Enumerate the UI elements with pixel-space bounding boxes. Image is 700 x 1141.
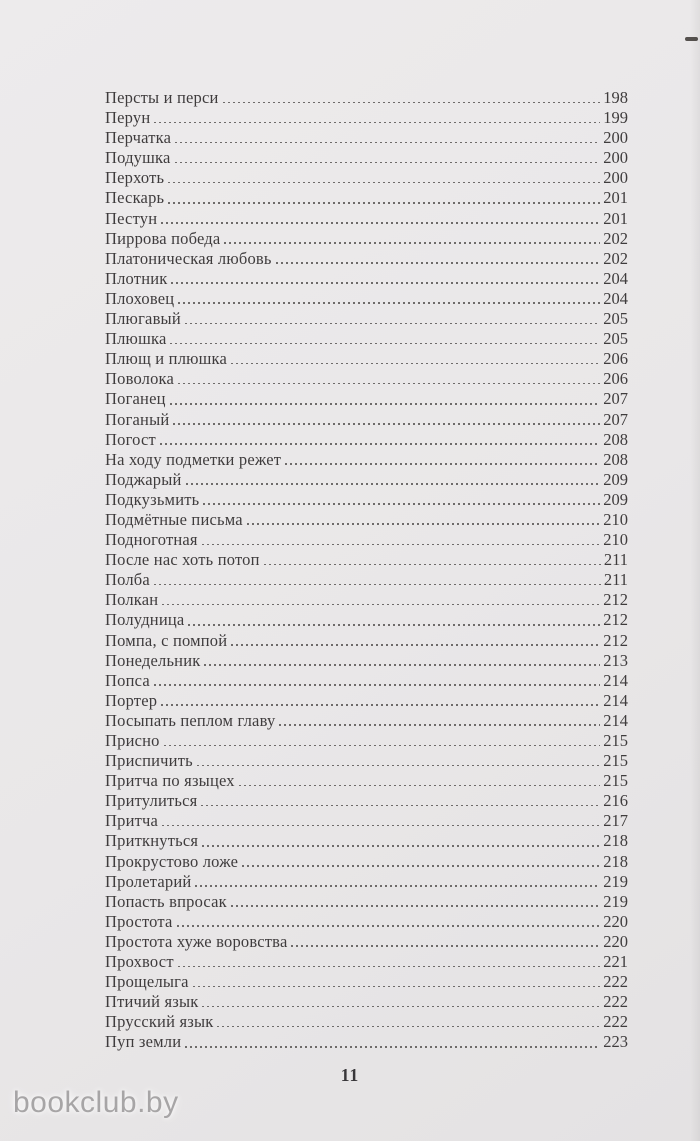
- toc-entry: [105, 289, 628, 309]
- toc-entry-title: Пуп земли: [105, 1032, 182, 1052]
- toc-entry-title: Полкан: [105, 590, 159, 610]
- toc-entry-page-number: 222: [603, 1012, 628, 1032]
- toc-entry-title: Пестун: [105, 208, 158, 228]
- toc-entry-page-number: 204: [603, 288, 628, 308]
- toc-entry-title: Подноготная: [105, 530, 198, 550]
- toc-entry-title: Плюгавый: [105, 309, 181, 329]
- toc-entry: [105, 1012, 628, 1032]
- toc-entry: [105, 1032, 628, 1052]
- toc-entry-title: Притча: [105, 811, 159, 831]
- toc-entry-page-number: 202: [603, 228, 628, 248]
- toc-entry: [105, 811, 628, 831]
- dot-leader: [186, 483, 601, 485]
- toc-entry-page-number: 211: [603, 570, 628, 590]
- toc-entry: [105, 590, 628, 610]
- dot-leader: [264, 564, 601, 566]
- dot-leader: [242, 865, 600, 867]
- toc-entry: [105, 691, 628, 711]
- toc-entry-page-number: 220: [603, 931, 628, 951]
- dot-leader: [188, 624, 600, 626]
- toc-entry-page-number: 214: [603, 710, 628, 730]
- toc-entry-title: Плющ и плюшка: [105, 349, 228, 369]
- toc-entry: [105, 108, 628, 128]
- dot-leader: [178, 383, 600, 385]
- dot-leader: [168, 202, 600, 204]
- toc-entry: [105, 269, 628, 289]
- toc-entry-page-number: 200: [603, 168, 628, 188]
- dot-leader: [161, 704, 600, 706]
- watermark: bookclub.by: [13, 1086, 179, 1119]
- dot-leader: [170, 403, 601, 405]
- toc-entry-title: Поганый: [105, 409, 170, 429]
- dot-leader: [202, 845, 600, 847]
- toc-entry-title: Пиррова победа: [105, 228, 221, 248]
- dot-leader: [224, 242, 600, 244]
- dot-leader: [161, 222, 600, 224]
- toc-entry-title: Плотник: [105, 268, 168, 288]
- dot-leader: [171, 282, 600, 284]
- toc-entry-page-number: 219: [603, 871, 628, 891]
- toc-entry-title: Перун: [105, 108, 151, 128]
- toc-entry: [105, 751, 628, 771]
- toc-entry-page-number: 205: [603, 329, 628, 349]
- toc-entry-page-number: 220: [603, 911, 628, 931]
- toc-entry: [105, 229, 628, 249]
- toc-entry-title: Подушка: [105, 148, 171, 168]
- dot-leader: [170, 343, 600, 345]
- toc-entry: [105, 450, 628, 470]
- dot-leader: [164, 745, 601, 747]
- toc-entry-page-number: 207: [603, 409, 628, 429]
- dot-leader: [197, 765, 600, 767]
- table-of-contents: [105, 88, 628, 1053]
- toc-entry-page-number: 205: [603, 309, 628, 329]
- toc-entry-page-number: 222: [603, 992, 628, 1012]
- toc-entry: [105, 249, 628, 269]
- dot-leader: [162, 825, 600, 827]
- toc-entry-page-number: 210: [603, 530, 628, 550]
- toc-entry-page-number: 200: [603, 148, 628, 168]
- toc-entry: [105, 972, 628, 992]
- dot-leader: [291, 945, 600, 947]
- toc-entry-title: Прокрустово ложе: [105, 851, 239, 871]
- toc-entry: [105, 470, 628, 490]
- toc-entry: [105, 490, 628, 510]
- toc-entry: [105, 389, 628, 409]
- page-number: 11: [340, 1065, 360, 1085]
- toc-entry: [105, 852, 628, 872]
- dot-leader: [203, 503, 600, 505]
- toc-entry-title: Подмётные письма: [105, 509, 243, 529]
- toc-entry-title: Поганец: [105, 389, 166, 409]
- toc-entry: [105, 912, 628, 932]
- toc-entry-title: Прусский язык: [105, 1012, 214, 1032]
- toc-entry-title: Попасть впросак: [105, 891, 227, 911]
- dot-leader: [202, 1006, 600, 1008]
- toc-entry: [105, 671, 628, 691]
- toc-entry-page-number: 211: [603, 550, 628, 570]
- toc-entry-title: Птичий язык: [105, 992, 199, 1012]
- toc-entry-page-number: 216: [603, 791, 628, 811]
- dot-leader: [154, 584, 601, 586]
- toc-entry-title: Присно: [105, 731, 160, 750]
- dot-leader: [223, 102, 601, 104]
- toc-entry: [105, 992, 628, 1012]
- toc-entry-title: Понедельник: [105, 650, 201, 670]
- toc-entry-page-number: 213: [603, 650, 628, 670]
- toc-entry: [105, 791, 628, 811]
- toc-entry-page-number: 208: [603, 449, 628, 469]
- toc-entry: [105, 128, 628, 148]
- dot-leader: [178, 966, 601, 968]
- toc-entry: [105, 711, 628, 731]
- toc-entry: [105, 309, 628, 329]
- toc-entry-title: Приспичить: [105, 751, 193, 771]
- dot-leader: [168, 182, 600, 184]
- toc-entry: [105, 349, 628, 369]
- toc-entry-title: Подкузьмить: [105, 489, 200, 509]
- toc-entry-title: Помпа, с помпой: [105, 630, 228, 650]
- toc-entry-title: Притча по языцех: [105, 771, 235, 791]
- dot-leader: [173, 423, 600, 425]
- toc-entry-title: Плюшка: [105, 329, 167, 349]
- dot-leader: [231, 644, 600, 646]
- toc-entry-page-number: 201: [603, 188, 628, 208]
- toc-entry-title: Прохвост: [105, 952, 174, 972]
- toc-entry: [105, 831, 628, 851]
- toc-entry-title: Полба: [105, 570, 150, 590]
- toc-entry-page-number: 206: [603, 349, 628, 369]
- toc-entry: [105, 892, 628, 912]
- toc-entry-page-number: 200: [603, 128, 628, 148]
- toc-entry-title: Платоническая любовь: [105, 248, 272, 268]
- toc-entry-page-number: 198: [603, 88, 628, 107]
- toc-entry: [105, 570, 628, 590]
- toc-entry-page-number: 215: [603, 731, 628, 750]
- dot-leader: [247, 523, 600, 525]
- dot-leader: [185, 1046, 600, 1048]
- toc-entry-page-number: 215: [603, 751, 628, 771]
- toc-entry-page-number: 218: [603, 831, 628, 851]
- toc-entry-title: Поволока: [105, 369, 175, 389]
- dot-leader: [154, 684, 600, 686]
- toc-entry: [105, 932, 628, 952]
- toc-entry: [105, 168, 628, 188]
- toc-entry-title: Простота хуже воровства: [105, 931, 288, 951]
- toc-entry-page-number: 210: [603, 509, 628, 529]
- toc-entry-page-number: 212: [603, 630, 628, 650]
- dot-leader: [239, 785, 601, 787]
- toc-entry: [105, 651, 628, 671]
- dot-leader: [162, 604, 600, 606]
- toc-entry-page-number: 204: [603, 268, 628, 288]
- toc-entry-page-number: 212: [603, 610, 628, 630]
- toc-entry-title: Простота: [105, 911, 173, 931]
- dot-leader: [231, 905, 600, 907]
- toc-entry-title: Плоховец: [105, 288, 175, 308]
- dot-leader: [279, 724, 600, 726]
- dot-leader: [193, 986, 601, 988]
- toc-entry-title: Портер: [105, 690, 158, 710]
- toc-entry-title: Погост: [105, 429, 156, 449]
- dot-leader: [231, 363, 600, 365]
- dot-leader: [202, 544, 601, 546]
- toc-entry-page-number: 209: [603, 469, 628, 489]
- dot-leader: [185, 323, 600, 325]
- toc-entry: [105, 88, 628, 108]
- dot-leader: [178, 302, 600, 304]
- toc-entry-page-number: 202: [603, 248, 628, 268]
- toc-entry: [105, 188, 628, 208]
- toc-entry-page-number: 209: [603, 489, 628, 509]
- toc-entry-page-number: 212: [603, 590, 628, 610]
- toc-entry-page-number: 201: [603, 208, 628, 228]
- toc-entry: [105, 550, 628, 570]
- toc-entry-page-number: 219: [603, 891, 628, 911]
- toc-entry-page-number: 199: [603, 108, 628, 128]
- toc-entry-title: Персты и перси: [105, 88, 219, 107]
- toc-entry-page-number: 221: [603, 952, 628, 972]
- toc-entry-page-number: 218: [603, 851, 628, 871]
- dot-leader: [204, 664, 600, 666]
- toc-entry-page-number: 215: [603, 771, 628, 791]
- toc-entry-title: После нас хоть потоп: [105, 550, 260, 570]
- toc-entry-title: Попса: [105, 670, 150, 690]
- toc-entry: [105, 771, 628, 791]
- toc-entry-title: Притулиться: [105, 791, 198, 811]
- toc-entry-title: На ходу подметки режет: [105, 449, 282, 469]
- toc-entry-title: Пролетарий: [105, 871, 192, 891]
- toc-entry-title: Пескарь: [105, 188, 165, 208]
- dot-leader: [195, 885, 600, 887]
- toc-entry: [105, 369, 628, 389]
- dot-leader: [177, 925, 601, 927]
- toc-entry: [105, 731, 628, 751]
- toc-entry-page-number: 206: [603, 369, 628, 389]
- toc-entry-title: Поджарый: [105, 469, 182, 489]
- dot-leader: [175, 162, 601, 164]
- toc-entry: [105, 952, 628, 972]
- dot-leader: [285, 463, 600, 465]
- toc-entry-title: Посыпать пеплом главу: [105, 710, 276, 730]
- toc-entry: [105, 148, 628, 168]
- toc-entry-page-number: 214: [603, 670, 628, 690]
- toc-entry-title: Перчатка: [105, 128, 172, 148]
- toc-entry-page-number: 214: [603, 690, 628, 710]
- toc-entry-title: Перхоть: [105, 168, 165, 188]
- toc-entry: [105, 510, 628, 530]
- toc-entry-page-number: 222: [603, 972, 628, 992]
- dot-leader: [201, 805, 600, 807]
- toc-entry: [105, 530, 628, 550]
- toc-entry-title: Полудница: [105, 610, 185, 630]
- toc-entry: [105, 610, 628, 630]
- toc-entry: [105, 329, 628, 349]
- toc-entry-page-number: 208: [603, 429, 628, 449]
- toc-entry-page-number: 207: [603, 389, 628, 409]
- dot-leader: [175, 142, 600, 144]
- dot-leader: [217, 1026, 600, 1028]
- toc-entry-title: Прощелыга: [105, 972, 189, 992]
- toc-entry-title: Приткнуться: [105, 831, 199, 851]
- dot-leader: [154, 122, 600, 124]
- toc-entry: [105, 209, 628, 229]
- toc-entry: [105, 631, 628, 651]
- toc-entry: [105, 410, 628, 430]
- toc-entry-page-number: 223: [603, 1032, 628, 1052]
- toc-entry-page-number: 217: [603, 811, 628, 831]
- toc-entry: [105, 872, 628, 892]
- dot-leader: [276, 262, 601, 264]
- dot-leader: [160, 443, 600, 445]
- toc-entry: [105, 430, 628, 450]
- scan-artifact-mark: [685, 37, 698, 41]
